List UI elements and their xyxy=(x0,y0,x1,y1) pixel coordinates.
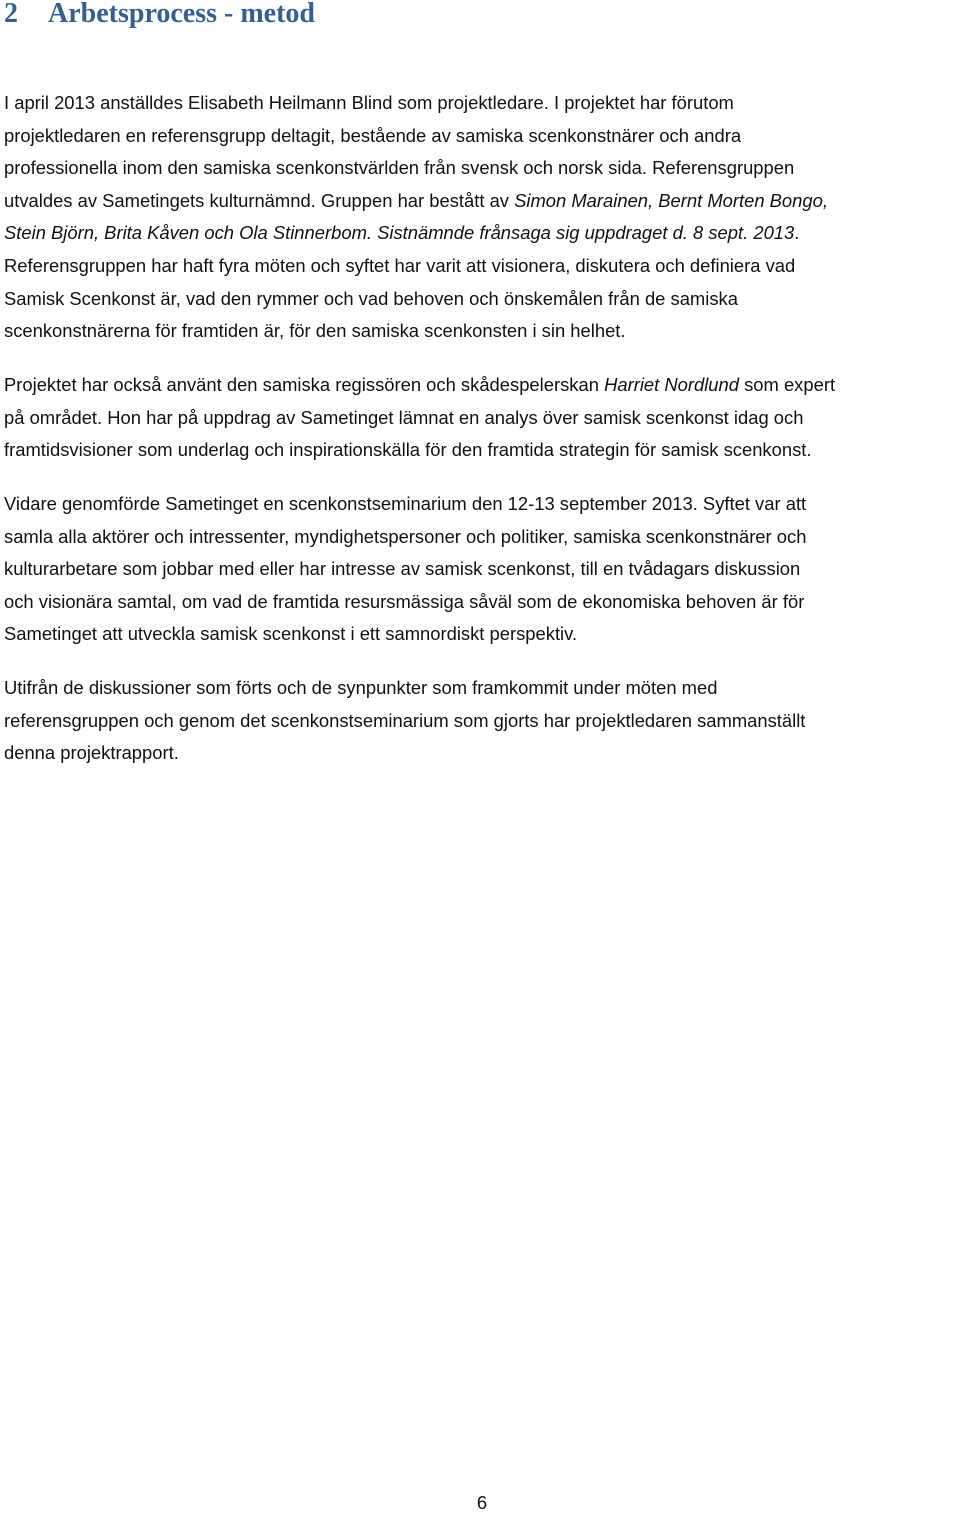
text-run: Referensgruppen har haft fyra möten och syftet har varit att visionera, diskutera och definiera vad xyxy=(4,254,796,276)
text-run: Sametinget att utveckla samisk scenkonst i ett samnordiskt perspektiv. xyxy=(4,623,578,645)
text-line xyxy=(4,672,960,705)
text-run-italic: Simon Marainen, Bernt Morten Bongo, xyxy=(514,189,828,211)
paragraph-expert xyxy=(4,369,960,467)
text-run: Samisk Scenkonst är, vad den rymmer och vad behoven och önskemålen från de samiska xyxy=(4,287,738,309)
text-line xyxy=(4,705,960,738)
text-run: framtidsvisioner som underlag och inspirationskälla för den framtida strategin för samisk scenkonst. xyxy=(4,439,812,461)
text-run: denna projektrapport. xyxy=(4,742,179,764)
text-run: referensgruppen och genom det scenkonstseminarium som gjorts har projektledaren sammanställt xyxy=(4,709,806,731)
text-run: scenkonstnärerna för framtiden är, för den samiska scenkonsten i sin helhet. xyxy=(4,320,626,342)
text-line xyxy=(4,369,960,402)
section-number: 2 xyxy=(4,0,18,29)
text-line xyxy=(4,87,960,120)
text-run: Projektet har också använt den samiska regissören och skådespelerskan xyxy=(4,374,605,395)
text-line xyxy=(4,618,960,651)
text-line xyxy=(4,120,960,153)
text-run: I april 2013 anställdes Elisabeth Heilmann Blind som projektledare. I projektet har förutom xyxy=(4,92,734,113)
text-line xyxy=(4,315,960,348)
paragraph-seminar xyxy=(4,488,960,651)
section-title: Arbetsprocess - metod xyxy=(48,0,315,29)
text-run-italic: Stein Björn, Brita Kåven och Ola Stinnerbom. Sistnämnde frånsaga sig uppdraget d. 8 sept. 2013 xyxy=(4,222,795,244)
text-line xyxy=(4,250,960,283)
text-run: utvaldes av Sametingets kulturnämnd. Gruppen har bestått av xyxy=(4,189,515,211)
text-run-italic: Harriet Nordlund xyxy=(604,374,739,395)
text-line xyxy=(4,434,960,467)
text-run: . xyxy=(794,222,800,244)
text-run: samla alla aktörer och intressenter, myndighetspersoner och politiker, samiska scenkonstnärer och xyxy=(4,525,807,547)
text-line xyxy=(4,402,960,435)
text-run: projektledaren en referensgrupp deltagit, bestående av samiska scenkonstnärer och andra xyxy=(4,124,742,146)
text-run: Referensgruppen xyxy=(646,157,795,179)
text-line xyxy=(4,152,960,185)
text-run: Vidare genomförde Sametinget en scenkonstseminarium den 12-13 september 2013. Syftet var att xyxy=(4,493,807,514)
page-number: 6 xyxy=(476,1492,488,1513)
text-line xyxy=(4,185,960,218)
text-run: professionella inom den samiska scenkonstvärlden från svensk och norsk sida. xyxy=(4,157,647,179)
text-run: och visionära samtal, om vad de framtida resursmässiga såväl som de ekonomiska behoven är för xyxy=(4,590,805,612)
text-run: kulturarbetare som jobbar med eller har intresse av samisk scenkonst, till en tvådagars diskussion xyxy=(4,558,801,580)
section-heading xyxy=(4,0,315,32)
text-run: Utifrån de diskussioner som förts och de synpunkter som framkommit under möten med xyxy=(4,677,718,698)
paragraph-project-intro xyxy=(4,87,960,348)
text-line xyxy=(4,488,960,521)
text-line xyxy=(4,217,960,250)
text-line xyxy=(4,283,960,316)
text-line xyxy=(4,521,960,554)
text-line xyxy=(4,553,960,586)
text-run: som expert xyxy=(738,374,836,395)
paragraph-conclusion xyxy=(4,672,960,770)
text-line xyxy=(4,737,960,770)
text-line xyxy=(4,586,960,619)
text-run: på området. Hon har på uppdrag av Sametinget lämnat en analys över samisk scenkonst idag och xyxy=(4,406,804,428)
